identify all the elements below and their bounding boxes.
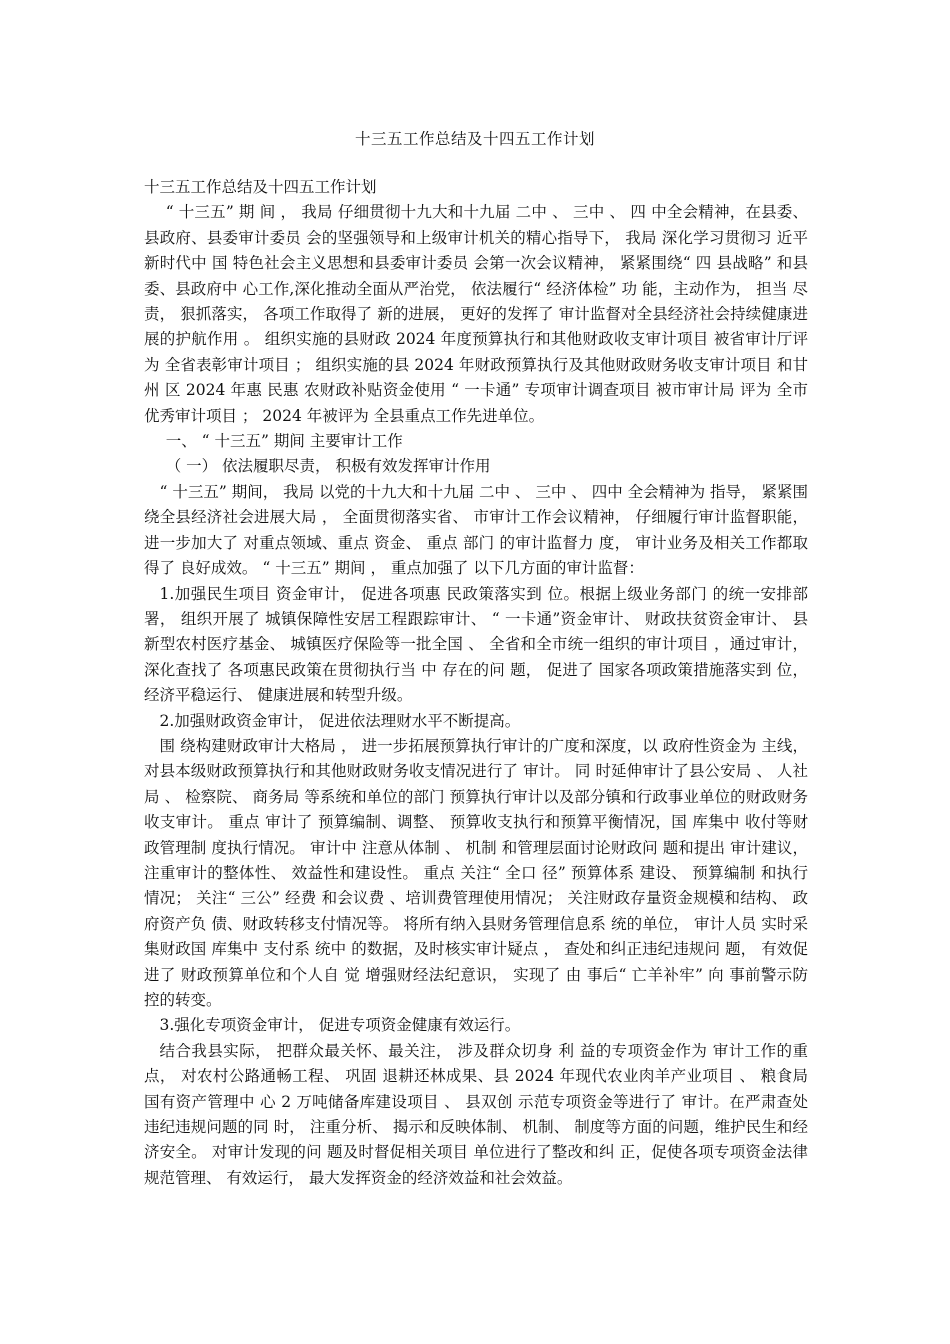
document-subtitle: 十三五工作总结及十四五工作计划 (144, 178, 377, 196)
document-body (144, 175, 808, 1191)
paragraph-item-3: 结合我县实际， 把群众最关怀、最关注， 涉及群众切身 利 益的专项资金作为 审计工作的重点， 对农村公路通畅工程、 巩固 退耕还林成果、县 2024 年现代农业肉羊产业项目 、 粮食局 国有资产管理中 心 2 万吨储备库建设项目 、 县双创 示范专项资金等进行了 审计。在严肃查处违纪违规问题的同 时， 注重分析、 揭示和反映体制、 机制、 制度等方面的问题，维护民生和经济安全。 对审计发现的问 题及时督促相关项目 单位进行了整改和纠 正，促使各项专项资金法律规范管理、 有效运行， 最大发挥资金的经济效益和社会效益。 (144, 1041, 808, 1187)
paragraph-intro: “ 十三五” 期 间 ， 我局 仔细贯彻十九大和十九届 二中 、 三中 、 四 中全会精神，在县委、 县政府、县委审计委员 会的坚强领导和上级审计机关的精心指导下， 我局 深化学习贯彻习 近平新时代中 国 特色社会主义思想和县委审计委员 会第一次会议精神， 紧紧围绕“ 四 县战略” 和县委、县政府中 心工作,深化推动全面从严治党， 依法履行“ 经济体检” 功 能，主动作为， 担当 尽责， 狠抓落实， 各项工作取得了 新的进展， 更好的发挥了 审计监督对全县经济社会持续健康进展的护航作用 。 组织实施的县财政 2024 年度预算执行和其他财政收支审计项目 被省审计厅评为 全省表彰审计项目 ； 组织实施的县 2024 年财政预算执行及其他财政财务收支审计项目 和甘州 区 2024 年惠 民惠 农财政补贴资金使用 “ 一卡通” 专项审计调查项目 被市审计局 评为 全市优秀审计项目 ； 2024 年被评为 全县重点工作先进单位。 (144, 203, 808, 425)
item-heading-2: 2.加强财政资金审计， 促进依法理财水平不断提高。 (159, 711, 521, 730)
section-heading-1: 一、 “ 十三五” 期间 主要审计工作 (165, 432, 403, 451)
paragraph-item-1: 1.加强民生项目 资金审计， 促进各项惠 民政策落实到 位。根据上级业务部门 的统一安排部署， 组织开展了 城镇保障性安居工程跟踪审计、 “ 一卡通”资金审计、 财政扶贫资金审计、 县新型农村医疗基金、 城镇医疗保险等一批全国 、 全省和全市统一组织的审计项目 ，通过审计， 深化查找了 各项惠民政策在贯彻执行当 中 存在的问 题， 促进了 国家各项政策措施落实到 位， 经济平稳运行、 健康进展和转型升级。 (144, 584, 808, 705)
document-title: 十三五工作总结及十四五工作计划 (354, 130, 595, 148)
paragraph-item-2: 围 绕构建财政审计大格局 ， 进一步拓展预算执行审计的广度和深度，以 政府性资金为 主线， 对县本级财政预算执行和其他财政财务收支情况进行了 审计。 同 时延伸审计了县公安局 、 人社局 、 检察院、 商务局 等系统和单位的部门 预算执行审计以及部分镇和行政事业单位的财政财务收支审计。 重点 审计了 预算编制、调整、 预算收支执行和预算平衡情况，国 库集中 收付等财政管理制 度执行情况。 审计中 注意从体制 、 机制 和管理层面讨论财政问 题和提出 审计建议， 注重审计的整体性、 效益性和建设性。 重点 关注“ 全口 径” 预算体系 建设、 预算编制 和执行情况； 关注“ 三公” 经费 和会议费 、培训费管理使用情况； 关注财政存量资金规模和结构、 政府资产负 债、财政转移支付情况等。 将所有纳入县财务管理信息系 统的单位， 审计人员 实时采集财政国 库集中 支付系 统中 的数据，及时核实审计疑点 ， 查处和纠正违纪违规问 题， 有效促进了 财政预算单位和个人自 觉 增强财经法纪意识， 实现了 由 事后“ 亡羊补牢” 向 事前警示防控的转变。 (144, 736, 808, 1009)
paragraph-overview: “ 十三五” 期间， 我局 以党的十九大和十九届 二中 、 三中 、 四中 全会精神为 指导， 紧紧围 绕全县经济社会进展大局 ， 全面贯彻落实省、 市审计工作会议精神， 仔细履行审计监督职能， 进一步加大了 对重点领域、重点 资金、 重点 部门 的审计监督力 度， 审计业务及相关工作都取得了 良好成效。 “ 十三五” 期间 ， 重点加强了 以下几方面的审计监督： (144, 482, 808, 578)
subsection-heading-1: （ 一） 依法履职尽责， 积极有效发挥审计作用 (165, 457, 491, 476)
item-heading-3: 3.强化专项资金审计， 促进专项资金健康有效运行。 (159, 1016, 521, 1035)
